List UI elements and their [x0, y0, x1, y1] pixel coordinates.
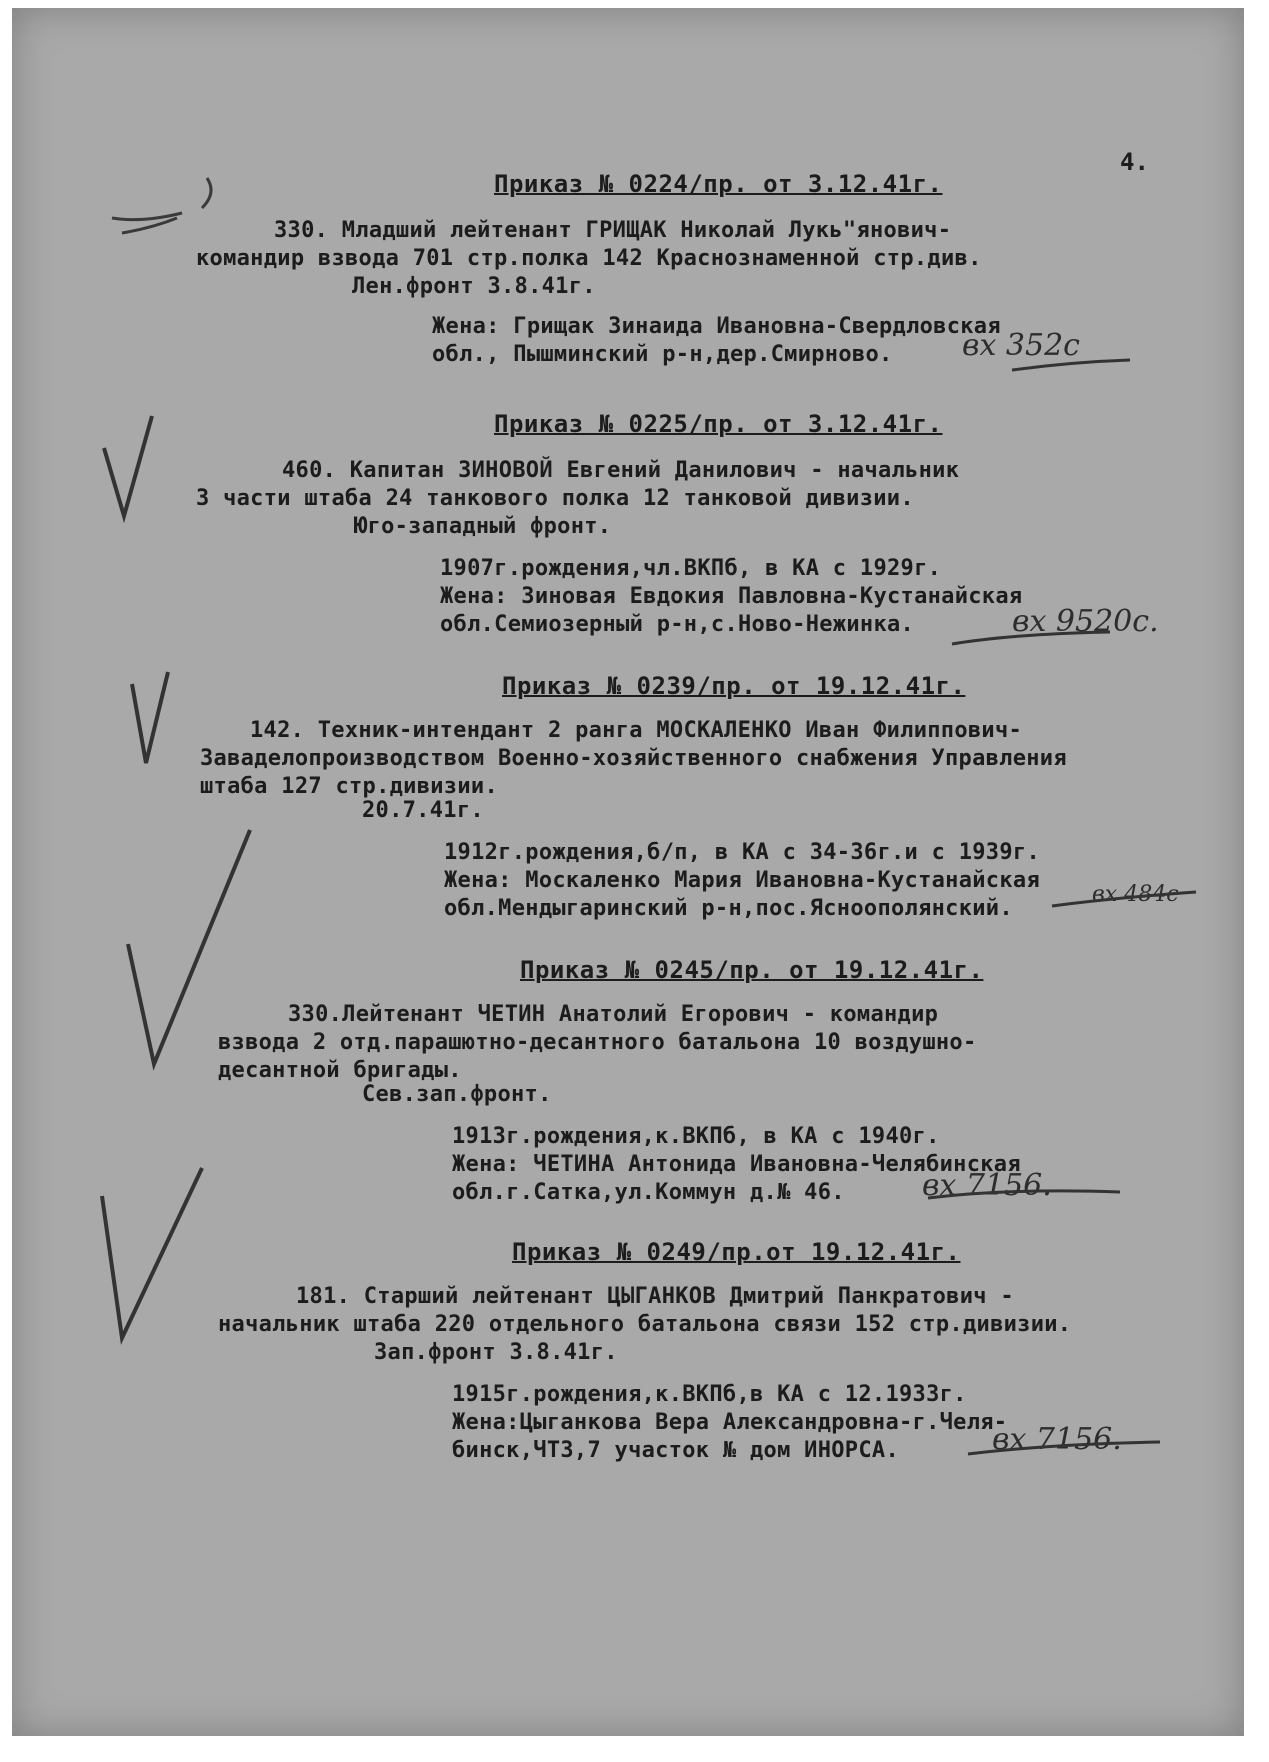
- order-title: Приказ № 0249/пр.от 19.12.41г.: [512, 1238, 961, 1266]
- entry-text-line: штаба 127 стр.дивизии.: [200, 774, 498, 799]
- entry-text-line: 330. Младший лейтенант ГРИЩАК Николай Лукь"янович-: [274, 218, 952, 243]
- page-number: 4.: [1120, 148, 1149, 176]
- entry-text-line: Жена: ЧЕТИНА Антонида Ивановна-Челябинская: [452, 1152, 1021, 1177]
- handwritten-note: вх 484с: [1092, 882, 1179, 907]
- handwritten-note: вх 7156.: [922, 1168, 1052, 1203]
- entry-text-line: 1912г.рождения,б/п, в КА с 34-36г.и с 1939г.: [444, 840, 1040, 865]
- entry-text-line: Жена: Зиновая Евдокия Павловна-Кустанайская: [440, 584, 1023, 609]
- entry-text-line: 460. Капитан ЗИНОВОЙ Евгений Данилович - начальник: [282, 458, 960, 483]
- entry-text-line: Лен.фронт 3.8.41г.: [352, 274, 596, 299]
- entry-text-line: Юго-западный фронт.: [354, 514, 612, 539]
- entry-text-line: взвода 2 отд.парашютно-десантного батальона 10 воздушно-: [218, 1030, 977, 1055]
- pencil-marks: [12, 8, 1244, 1736]
- entry-text-line: командир взвода 701 стр.полка 142 Краснознаменной стр.див.: [196, 246, 982, 271]
- document-page: [12, 8, 1244, 1736]
- entry-text-line: Заваделопроизводством Военно-хозяйственного снабжения Управления: [200, 746, 1067, 771]
- order-title: Приказ № 0224/пр. от 3.12.41г.: [494, 170, 943, 198]
- entry-text-line: Жена: Москаленко Мария Ивановна-Кустанайская: [444, 868, 1040, 893]
- order-title: Приказ № 0225/пр. от 3.12.41г.: [494, 410, 943, 438]
- order-title: Приказ № 0239/пр. от 19.12.41г.: [502, 672, 966, 700]
- entry-text-line: обл.Семиозерный р-н,с.Ново-Нежинка.: [440, 612, 915, 637]
- underline-stroke: [968, 1442, 1160, 1454]
- entry-text-line: 330.Лейтенант ЧЕТИН Анатолий Егорович - командир: [288, 1002, 939, 1027]
- underline-stroke: [1052, 892, 1196, 906]
- check-mark-icon: [132, 672, 168, 763]
- handwritten-note: вх 352с: [962, 328, 1080, 363]
- entry-text-line: бинск,ЧТЗ,7 участок № дом ИНОРСА.: [452, 1438, 899, 1463]
- entry-text-line: Жена:Цыганкова Вера Александровна-г.Челя-: [452, 1410, 1008, 1435]
- entry-text-line: Зап.фронт 3.8.41г.: [374, 1340, 618, 1365]
- entry-text-line: 1915г.рождения,к.ВКПб,в КА с 12.1933г.: [452, 1382, 967, 1407]
- entry-text-line: 181. Старший лейтенант ЦЫГАНКОВ Дмитрий Панкратович -: [296, 1284, 1014, 1309]
- entry-text-line: десантной бригады.: [218, 1058, 462, 1083]
- entry-text-line: Жена: Грищак Зинаида Ивановна-Свердловская: [432, 314, 1001, 339]
- entry-text-line: обл.Мендыгаринский р-н,пос.Ясноополянский.: [444, 896, 1013, 921]
- entry-text-line: 3 части штаба 24 танкового полка 12 танковой дивизии.: [196, 486, 914, 511]
- entry-text-line: обл., Пышминский р-н,дер.Смирново.: [432, 342, 893, 367]
- entry-text-line: обл.г.Сатка,ул.Коммун д.№ 46.: [452, 1180, 845, 1205]
- underline-stroke: [952, 632, 1110, 644]
- order-title: Приказ № 0245/пр. от 19.12.41г.: [520, 956, 984, 984]
- check-mark-icon: [128, 830, 250, 1064]
- entry-text-line: начальник штаба 220 отдельного батальона связи 152 стр.дивизии.: [218, 1312, 1072, 1337]
- underline-stroke: [1012, 360, 1130, 370]
- check-mark-icon: [104, 416, 152, 516]
- entry-text-line: Сев.зап.фронт.: [362, 1082, 552, 1107]
- underline-stroke: [928, 1191, 1120, 1198]
- entry-text-line: 1913г.рождения,к.ВКПб, в КА с 1940г.: [452, 1124, 940, 1149]
- entry-text-line: 20.7.41г.: [362, 798, 484, 823]
- entry-text-line: 142. Техник-интендант 2 ранга МОСКАЛЕНКО Иван Филиппович-: [250, 718, 1023, 743]
- check-mark-icon: [112, 178, 211, 233]
- entry-text-line: 1907г.рождения,чл.ВКПб, в КА с 1929г.: [440, 556, 942, 581]
- check-mark-icon: [102, 1168, 202, 1338]
- handwritten-note: вх 7156.: [992, 1422, 1122, 1457]
- handwritten-note: вх 9520с.: [1012, 604, 1159, 639]
